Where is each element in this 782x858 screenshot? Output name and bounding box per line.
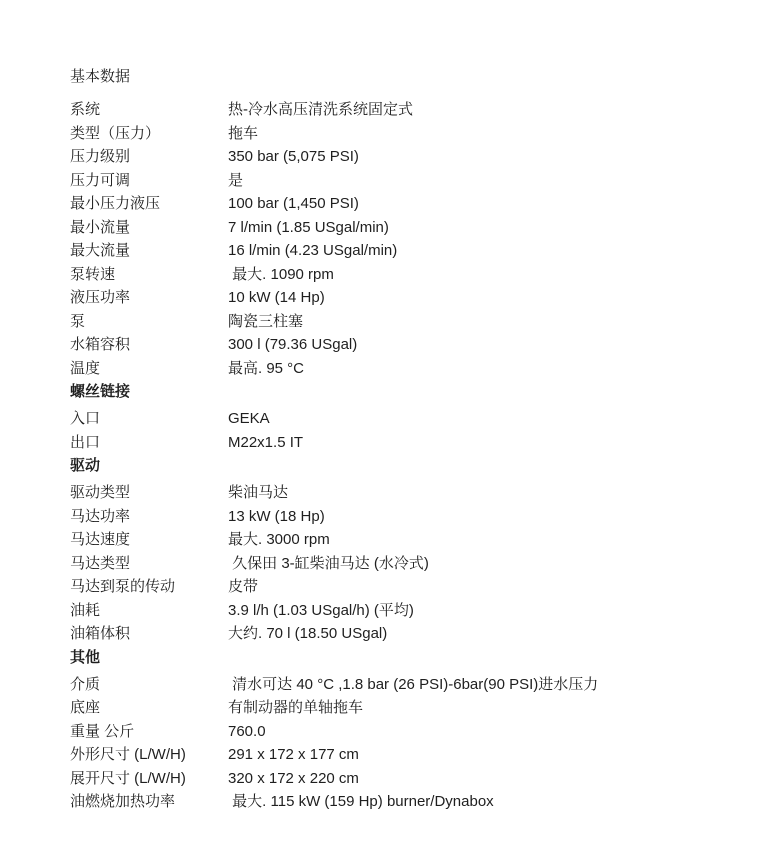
section-title-basic-data: 基本数据 (70, 68, 131, 85)
spec-label: 展开尺寸 (L/W/H) (70, 769, 186, 787)
spec-row (70, 357, 742, 381)
spec-label: 最小压力液压 (70, 195, 161, 212)
spec-row (70, 145, 742, 169)
spec-row (70, 575, 742, 599)
spec-value: 最大. 1090 rpm (228, 265, 334, 283)
spec-row (70, 407, 742, 431)
spec-label: 马达到泵的传动 (70, 578, 176, 595)
spec-value: 大约. 70 l (18.50 USgal) (228, 625, 388, 642)
spec-label: 马达类型 (70, 554, 131, 572)
spec-value: 柴油马达 (228, 484, 289, 501)
spec-label: 压力级别 (70, 148, 131, 165)
spec-row (70, 696, 742, 720)
spec-row (70, 239, 742, 263)
section-screw-connections (70, 380, 742, 454)
spec-value: 300 l (79.36 USgal) (228, 336, 358, 353)
spec-label: 泵 (70, 312, 86, 330)
spec-row (70, 481, 742, 505)
spec-row (70, 528, 742, 552)
spec-row (70, 720, 742, 744)
spec-label: 油燃烧加热功率 (70, 793, 176, 810)
spec-row (70, 790, 742, 814)
spec-label: 入口 (70, 410, 101, 427)
spec-row (70, 263, 742, 287)
spec-value: 320 x 172 x 220 cm (228, 769, 359, 787)
spec-label: 温度 (70, 359, 101, 377)
spec-value: 是 (228, 171, 244, 189)
spec-row (70, 552, 742, 576)
spec-value: 13 kW (18 Hp) (228, 507, 325, 525)
spec-label: 马达功率 (70, 507, 131, 525)
spec-label: 出口 (70, 433, 101, 451)
spec-value: 760.0 (228, 722, 266, 740)
spec-row (70, 333, 742, 357)
section-title-drive: 驱动 (70, 457, 101, 474)
spec-row (70, 431, 742, 455)
spec-label: 底座 (70, 699, 101, 716)
spec-value: 100 bar (1,450 PSI) (228, 195, 359, 212)
spec-row (70, 216, 742, 240)
spec-label: 外形尺寸 (L/W/H) (70, 746, 186, 763)
spec-value: 291 x 172 x 177 cm (228, 746, 359, 763)
spec-value: M22x1.5 IT (228, 433, 304, 451)
spec-label: 液压功率 (70, 289, 131, 306)
section-drive (70, 454, 742, 646)
spec-label: 压力可调 (70, 171, 131, 189)
section-basic-data (70, 65, 742, 380)
spec-row (70, 122, 742, 146)
spec-label: 马达速度 (70, 531, 131, 548)
spec-value: 7 l/min (1.85 USgal/min) (228, 218, 389, 236)
spec-label: 类型（压力） (70, 124, 161, 142)
spec-row (70, 169, 742, 193)
spec-label: 驱动类型 (70, 484, 131, 501)
spec-value: 久保田 3-缸柴油马达 (水冷式) (228, 554, 429, 572)
spec-label: 泵转速 (70, 265, 116, 283)
spec-label: 介质 (70, 675, 101, 693)
spec-value: 清水可达 40 °C ,1.8 bar (26 PSI)-6bar(90 PSI)进水压力 (228, 675, 599, 693)
section-title-other: 其他 (70, 648, 101, 666)
spec-label: 油耗 (70, 601, 101, 619)
spec-value: 10 kW (14 Hp) (228, 289, 325, 306)
spec-row (70, 98, 742, 122)
spec-value: 最大. 115 kW (159 Hp) burner/Dynabox (228, 793, 494, 810)
spec-label: 最小流量 (70, 218, 131, 236)
spec-value: 最大. 3000 rpm (228, 531, 330, 548)
spec-value: 有制动器的单轴拖车 (228, 699, 364, 716)
spec-row (70, 622, 742, 646)
section-other (70, 646, 742, 814)
spec-value: 拖车 (228, 124, 259, 142)
spec-value: 350 bar (5,075 PSI) (228, 148, 359, 165)
spec-row (70, 310, 742, 334)
spec-value: 3.9 l/h (1.03 USgal/h) (平均) (228, 601, 414, 619)
spec-row (70, 743, 742, 767)
spec-row (70, 767, 742, 791)
spec-value: GEKA (228, 410, 270, 427)
spec-value: 热-冷水高压清洗系统固定式 (228, 101, 413, 118)
spec-label: 重量 公斤 (70, 722, 135, 740)
spec-row (70, 505, 742, 529)
spec-value: 最高. 95 °C (228, 359, 305, 377)
spec-label: 最大流量 (70, 242, 131, 259)
spec-label: 油箱体积 (70, 625, 131, 642)
spec-row (70, 192, 742, 216)
spec-row (70, 673, 742, 697)
spec-label: 系统 (70, 101, 101, 118)
spec-row (70, 286, 742, 310)
spec-value: 陶瓷三柱塞 (228, 312, 304, 330)
spec-label: 水箱容积 (70, 336, 131, 353)
spec-row (70, 599, 742, 623)
spec-value: 皮带 (228, 578, 259, 595)
spec-value: 16 l/min (4.23 USgal/min) (228, 242, 398, 259)
section-title-screw-connections: 螺丝链接 (70, 383, 131, 400)
